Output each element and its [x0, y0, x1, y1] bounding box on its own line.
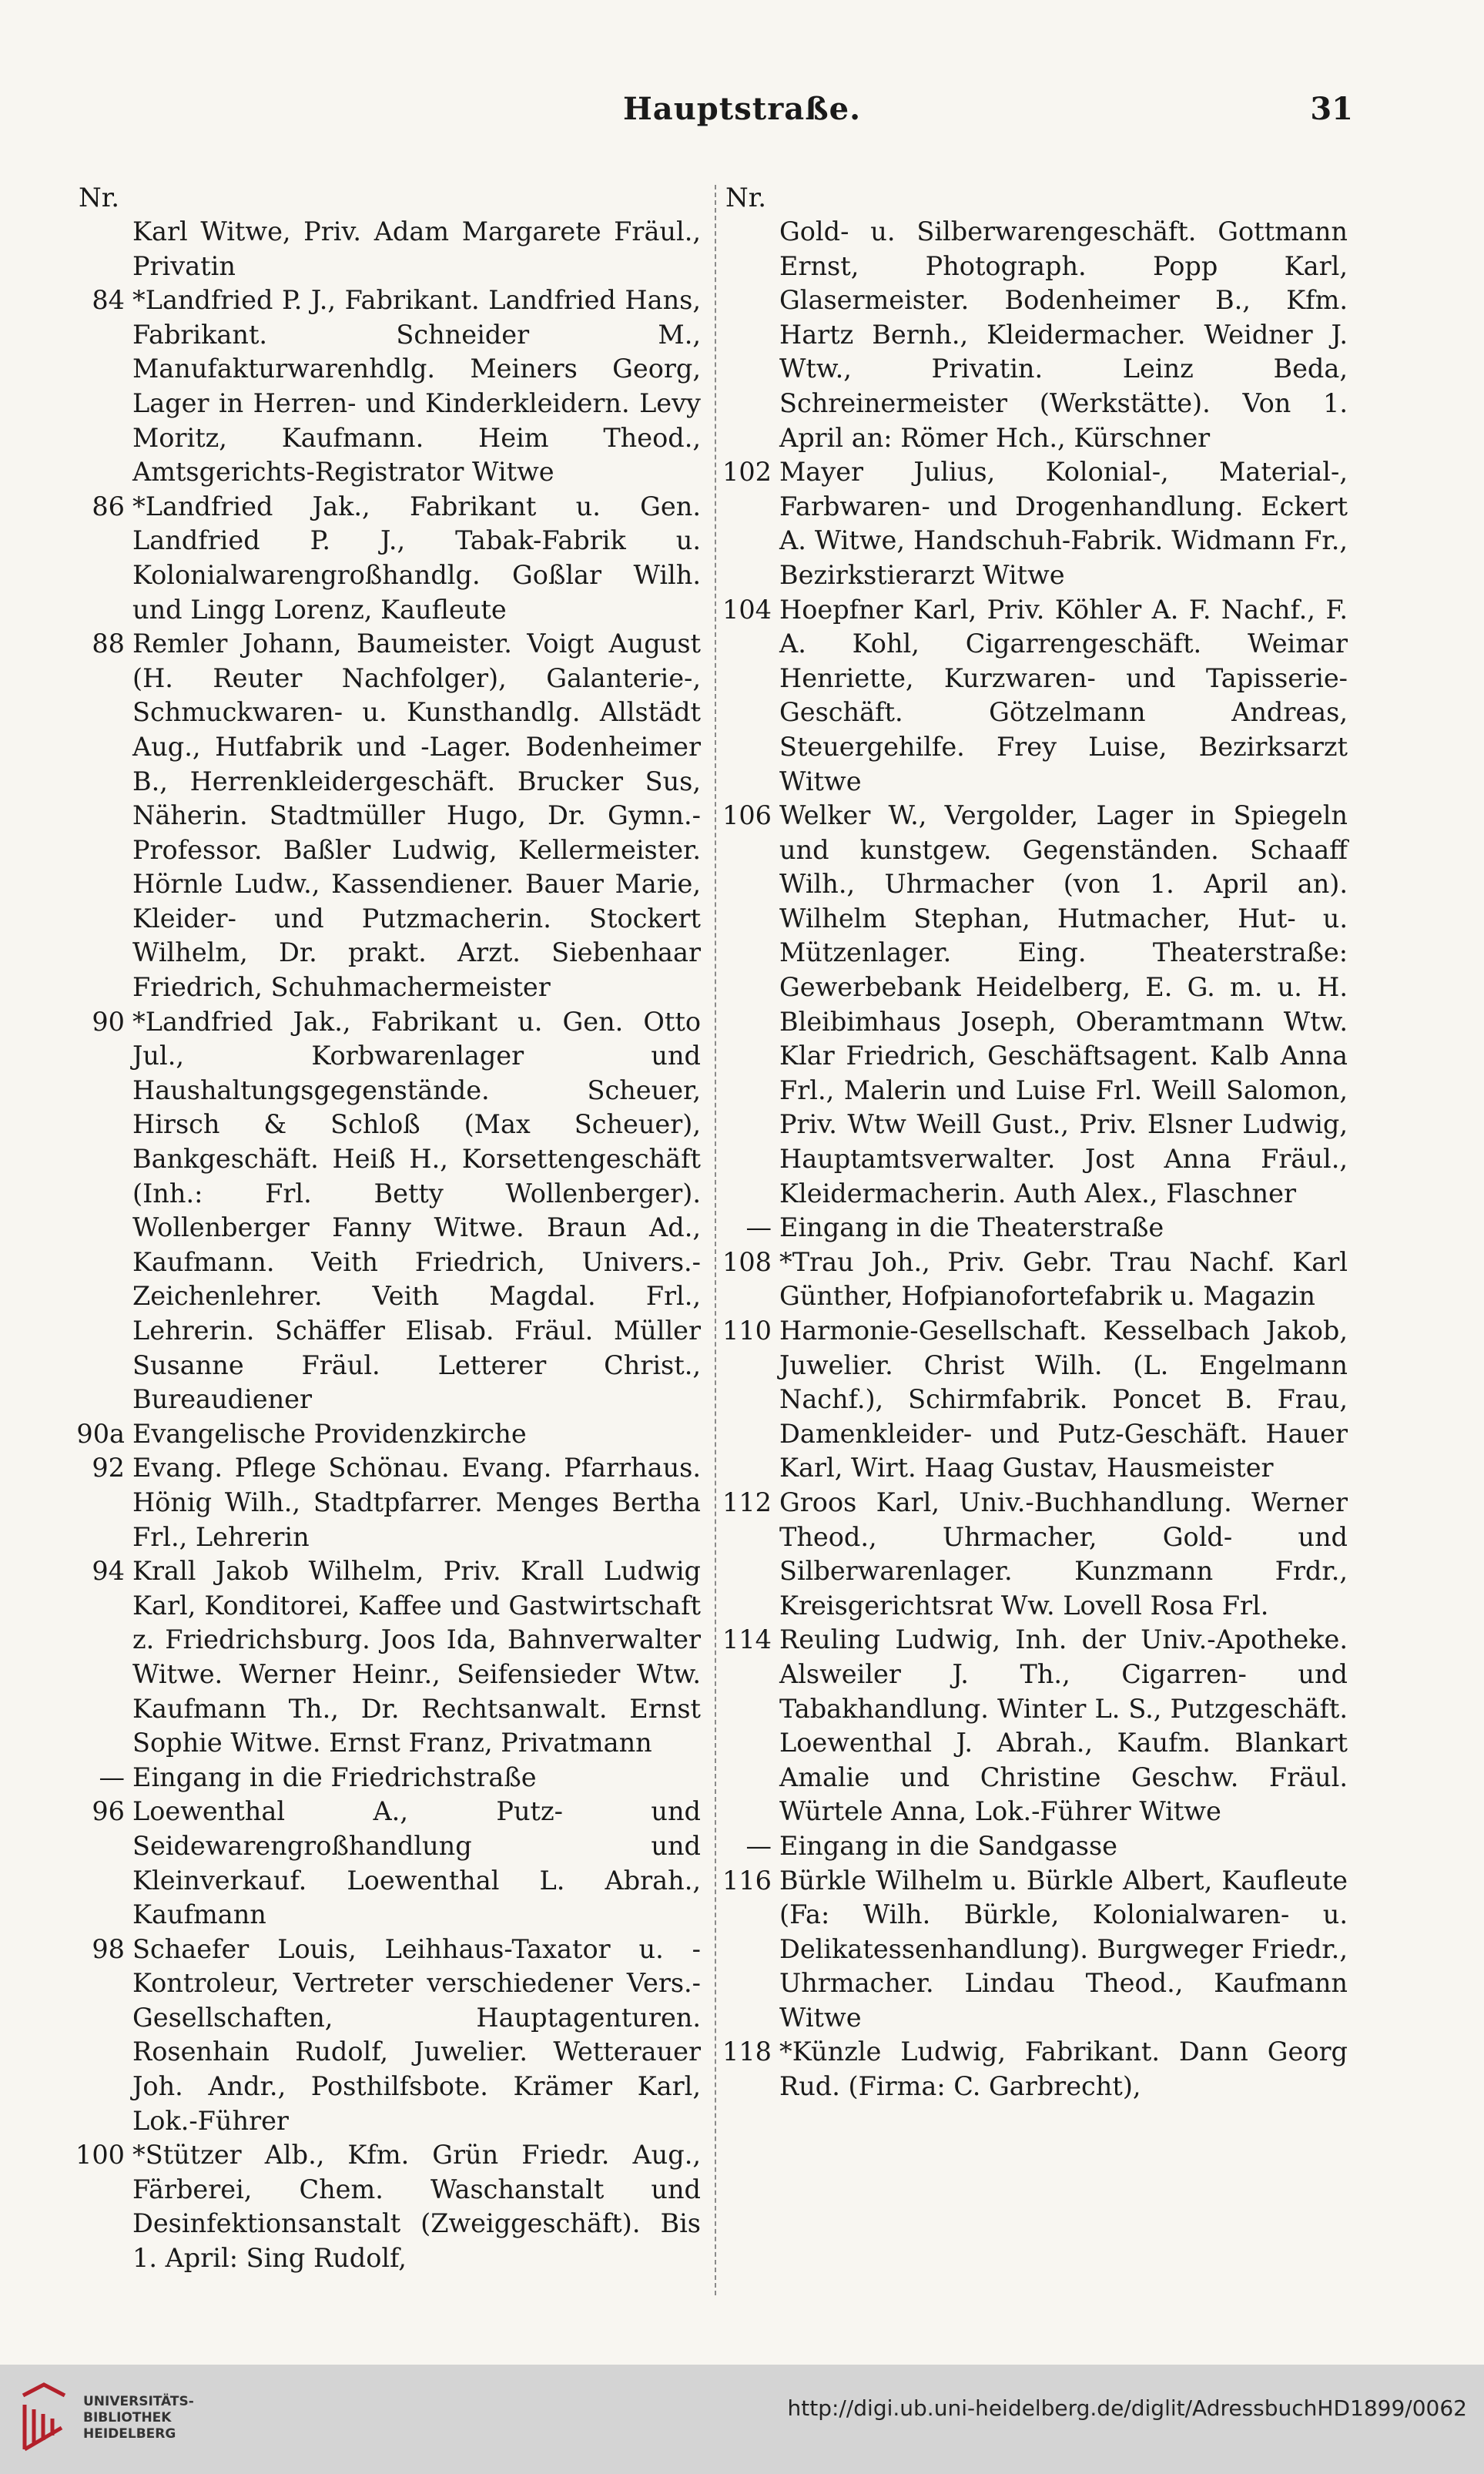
house-number: 98 — [92, 1933, 125, 1964]
house-number: 112 — [722, 1487, 772, 1517]
address-entry — [69, 283, 701, 490]
house-number: 92 — [92, 1453, 125, 1483]
house-number: 110 — [722, 1316, 772, 1346]
address-entry — [716, 1864, 1348, 2036]
page-title: Hauptstraße. — [623, 91, 861, 127]
library-name-line: BIBLIOTHEK — [83, 2410, 172, 2425]
library-name-line: HEIDELBERG — [83, 2426, 176, 2442]
address-entry — [69, 1554, 701, 1761]
address-entry — [69, 1933, 701, 2139]
house-number: — — [745, 1212, 772, 1243]
house-number: 114 — [722, 1624, 772, 1655]
entry-text: Karl Witwe, Priv. Adam Margarete Fräul., Privatin — [132, 216, 701, 281]
address-entry — [716, 1829, 1348, 1864]
entry-text: Eingang in die Theaterstraße — [779, 1212, 1164, 1243]
entry-text: Bürkle Wilhelm u. Bürkle Albert, Kaufleute (Fa: Wilh. Bürkle, Kolonialwaren- u. Delikatessenhandlung). Burgweger Friedr., Uhrmacher. Lindau Theod., Kaufmann Witwe — [779, 1865, 1348, 2033]
library-name-line: UNIVERSITÄTS- — [83, 2394, 194, 2409]
entry-text: *Landfried Jak., Fabrikant u. Gen. Otto Jul., Korbwarenlager und Haushaltungsgegenstände. Scheuer, Hirsch & Schloß (Max Scheuer), Bankgeschäft. Heiß H., Korsettengeschäft (Inh.: Frl. Betty Wollenberger). Wollenberger Fanny Witwe. Braun Ad., Kaufmann. Veith Friedrich, Univers.-Zeichenlehrer. Veith Magdal. Frl., Lehrerin. Schäffer Elisab. Fräul. Müller Susanne Fräul. Letterer Christ., Bureaudiener — [132, 1006, 701, 1415]
address-entry — [69, 1417, 701, 1452]
address-entry — [69, 1451, 701, 1554]
page-number: 31 — [1310, 91, 1353, 127]
house-number: 116 — [722, 1865, 772, 1896]
house-number: 100 — [75, 2140, 125, 2171]
house-number: 94 — [92, 1556, 125, 1587]
house-number: — — [99, 1762, 125, 1792]
address-entry — [716, 1211, 1348, 1245]
entry-text: Groos Karl, Univ.-Buchhandlung. Werner Theod., Uhrmacher, Gold- und Silberwarenlager. Kunzmann Frdr., Kreisgerichtsrat Ww. Lovell Rosa Frl. — [779, 1487, 1348, 1621]
entry-text: Welker W., Vergolder, Lager in Spiegeln und kunstgew. Gegenständen. Schaaff Wilh., Uhrmacher (von 1. April an). Wilhelm Stephan, Hutmacher, Hut- u. Mützenlager. Eing. Theaterstraße: Gewerbebank Heidelberg, E. G. m. u. H. Bleibimhaus Joseph, Oberamtmann Wtw. Klar Friedrich, Geschäftsagent. Kalb Anna Frl., Malerin und Luise Frl. Weill Salomon, Priv. Wtw Weill Gust., Priv. Elsner Ludwig, Hauptamtsverwalter. Jost Anna Fräul., Kleidermacherin. Auth Alex., Flaschner — [779, 800, 1348, 1209]
address-entry — [716, 2035, 1348, 2104]
right-column — [716, 181, 1348, 2104]
address-entry — [716, 1486, 1348, 1623]
column-label: Nr. — [79, 183, 120, 213]
entry-text: *Landfried P. J., Fabrikant. Landfried Hans, Fabrikant. Schneider M., Manufakturwarenhdlg. Meiners Georg, Lager in Herren- und Kinderkleidern. Levy Moritz, Kaufmann. Heim Theod., Amtsgerichts-Registrator Witwe — [132, 285, 701, 488]
address-entry — [716, 215, 1348, 455]
house-number: 106 — [722, 800, 772, 831]
address-entry — [716, 1314, 1348, 1486]
house-number — [69, 215, 132, 283]
house-number: 88 — [92, 629, 125, 659]
house-number: 86 — [92, 491, 125, 521]
entry-text: *Stützer Alb., Kfm. Grün Friedr. Aug., Färberei, Chem. Waschanstalt und Desinfektionsanstalt (Zweiggeschäft). Bis 1. April: Sing Rudolf, — [132, 2140, 701, 2274]
address-entry — [69, 1761, 701, 1795]
entry-text: Hoepfner Karl, Priv. Köhler A. F. Nachf., F. A. Kohl, Cigarrengeschäft. Weimar Henriette, Kurzwaren- und Tapisserie-Geschäft. Götzelmann Andreas, Steuergehilfe. Frey Luise, Bezirksarzt Witwe — [779, 594, 1348, 796]
entry-text: Mayer Julius, Kolonial-, Material-, Farbwaren- und Drogenhandlung. Eckert A. Witwe, Handschuh-Fabrik. Widmann Fr., Bezirkstierarzt Witwe — [779, 457, 1348, 590]
footer-bar — [0, 2365, 1484, 2474]
library-name — [83, 2394, 194, 2442]
entry-text: *Künzle Ludwig, Fabrikant. Dann Georg Rud. (Firma: C. Garbrecht), — [779, 2037, 1348, 2102]
entry-text: Schaefer Louis, Leihhaus-Taxator u. -Kontroleur, Vertreter verschiedener Vers.-Gesellschaften, Hauptagenturen. Rosenhain Rudolf, Juwelier. Wetterauer Joh. Andr., Posthilfsbote. Krämer Karl, Lok.-Führer — [132, 1933, 701, 2136]
house-number: 96 — [92, 1796, 125, 1827]
entry-text: Loewenthal A., Putz- und Seidewarengroßhandlung und Kleinverkauf. Loewenthal L. Abrah., Kaufmann — [132, 1796, 701, 1930]
house-number: 104 — [722, 594, 772, 625]
entry-text: *Trau Joh., Priv. Gebr. Trau Nachf. Karl Günther, Hofpianofortefabrik u. Magazin — [779, 1246, 1348, 1312]
address-entry — [69, 627, 701, 1005]
house-number: 90a — [76, 1418, 125, 1449]
entry-text: Harmonie-Gesellschaft. Kesselbach Jakob, Juwelier. Christ Wilh. (L. Engelmann Nachf.), Schirmfabrik. Poncet B. Frau, Damenkleider- und Putz-Geschäft. Hauer Karl, Wirt. Haag Gustav, Hausmeister — [779, 1316, 1348, 1483]
address-entry — [716, 593, 1348, 800]
address-entry — [716, 1245, 1348, 1314]
entry-text: Gold- u. Silberwarengeschäft. Gottmann Ernst, Photograph. Popp Karl, Glasermeister. Bodenheimer B., Kfm. Hartz Bernh., Kleidermacher. Weidner J. Wtw., Privatin. Leinz Beda, Schreinermeister (Werkstätte). Von 1. April an: Römer Hch., Kürschner — [779, 216, 1348, 453]
address-entry — [69, 1005, 701, 1417]
entry-text: Eingang in die Friedrichstraße — [132, 1762, 537, 1792]
address-entry — [69, 1795, 701, 1932]
entry-text: Krall Jakob Wilhelm, Priv. Krall Ludwig Karl, Konditorei, Kaffee und Gastwirtschaft z. Friedrichsburg. Joos Ida, Bahnverwalter Witwe. Werner Heinr., Seifensieder Wtw. Kaufmann Th., Dr. Rechtsanwalt. Ernst Sophie Witwe. Ernst Franz, Privatmann — [132, 1556, 701, 1758]
entry-list — [69, 215, 701, 2276]
page-header — [0, 91, 1484, 137]
address-entry — [716, 455, 1348, 592]
entry-text: *Landfried Jak., Fabrikant u. Gen. Landfried P. J., Tabak-Fabrik u. Kolonialwarengroßhandlg. Goßlar Wilh. und Lingg Lorenz, Kaufleute — [132, 491, 701, 625]
column-label: Nr. — [725, 183, 767, 213]
entry-text: Evang. Pflege Schönau. Evang. Pfarrhaus. Hönig Wilh., Stadtpfarrer. Menges Bertha Frl., Lehrerin — [132, 1453, 701, 1552]
address-entry — [69, 215, 701, 283]
left-column — [69, 181, 701, 2276]
house-number: 118 — [722, 2037, 772, 2067]
house-number: 90 — [92, 1006, 125, 1037]
address-entry — [716, 1623, 1348, 1829]
address-entry — [69, 490, 701, 627]
library-logo-icon — [17, 2380, 71, 2457]
house-number: 84 — [92, 285, 125, 316]
house-number: — — [745, 1830, 772, 1861]
address-entry — [69, 2138, 701, 2275]
address-entry — [716, 799, 1348, 1211]
entry-text: Eingang in die Sandgasse — [779, 1830, 1117, 1861]
house-number: 102 — [722, 457, 772, 488]
source-url-link[interactable]: http://digi.ub.uni-heidelberg.de/diglit/AdressbuchHD1899/0062 — [787, 2395, 1467, 2421]
house-number — [716, 215, 779, 455]
entry-text: Reuling Ludwig, Inh. der Univ.-Apotheke. Alsweiler J. Th., Cigarren- und Tabakhandlung. Winter L. S., Putzgeschäft. Loewenthal J. Abrah., Kaufm. Blankart Amalie und Christine Geschw. Fräul. Würtele Anna, Lok.-Führer Witwe — [779, 1624, 1348, 1827]
house-number: 108 — [722, 1246, 772, 1277]
entry-list — [716, 215, 1348, 2104]
entry-text: Remler Johann, Baumeister. Voigt August (H. Reuter Nachfolger), Galanterie-, Schmuckwaren- u. Kunsthandlg. Allstädt Aug., Hutfabrik und -Lager. Bodenheimer B., Herrenkleidergeschäft. Brucker Sus, Näherin. Stadtmüller Hugo, Dr. Gymn.-Professor. Baßler Ludwig, Kellermeister. Hörnle Ludw., Kassendiener. Bauer Marie, Kleider- und Putzmacherin. Stockert Wilhelm, Dr. prakt. Arzt. Siebenhaar Friedrich, Schuhmachermeister — [132, 629, 701, 1003]
entry-text: Evangelische Providenzkirche — [132, 1418, 527, 1449]
